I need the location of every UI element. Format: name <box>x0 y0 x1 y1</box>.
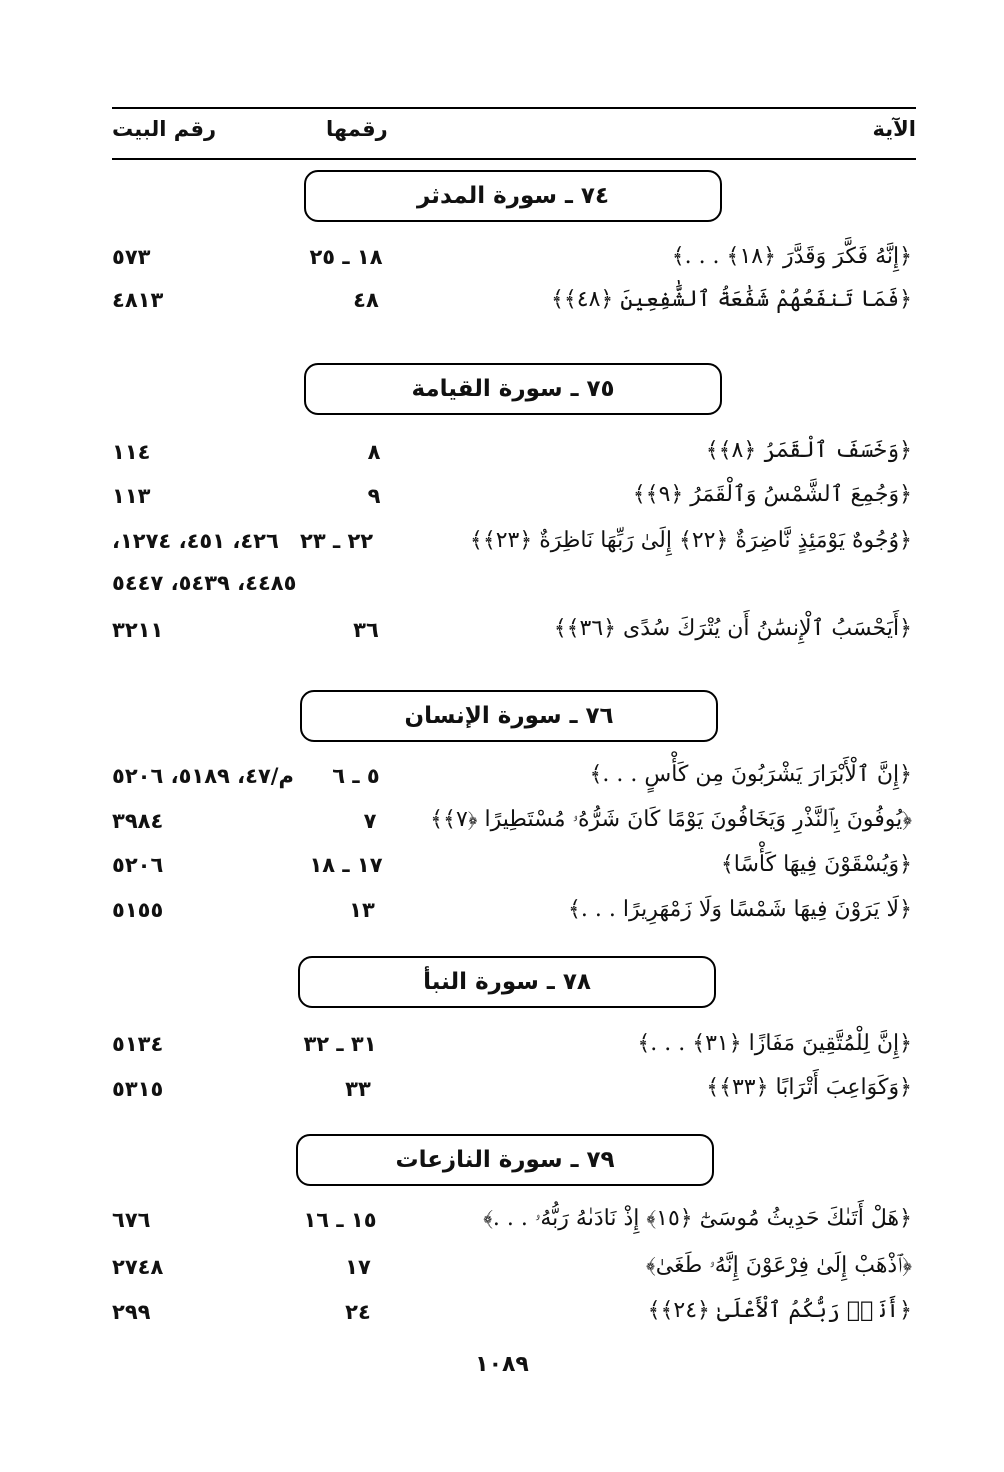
verse-text: ﴿وَكَوَاعِبَ أَتْرَابًا ﴿٣٣﴾﴾ <box>706 1075 912 1100</box>
column-header-bayt: رقم البيت <box>112 117 217 141</box>
verse-number: ٢٢ ـ ٢٣ <box>300 529 374 553</box>
verse-text: ﴿وَخَسَفَ ٱلْقَمَرُ ﴿٨﴾﴾ <box>705 438 912 463</box>
verse-text: ﴿وُجُوهٌ يَوْمَئِذٍ نَّاضِرَةٌ ﴿٢٢﴾ إِلَىٰ رَبِّهَا نَاظِرَةٌ ﴿٢٣﴾﴾ <box>469 528 912 553</box>
sura-heading: ٧٨ ـ سورة النبأ <box>298 956 716 1008</box>
header-rule-bottom <box>112 158 916 160</box>
verse-text: ﴿إِنَّهُ فَكَّرَ وَقَدَّرَ ﴿١٨﴾ . . .﴾ <box>671 244 912 269</box>
column-header-verse: الآية <box>872 117 916 141</box>
verse-number: ١٥ ـ ١٦ <box>303 1208 377 1232</box>
verse-text: ﴿إِنَّ ٱلْأَبْرَارَ يَشْرَبُونَ مِن كَأْسٍ . . .﴾ <box>589 762 912 787</box>
verse-text: ﴿إِنَّ لِلْمُتَّقِينَ مَفَازًا ﴿٣١﴾ . . .﴾ <box>637 1031 912 1056</box>
sura-heading: ٧٦ ـ سورة الإنسان <box>300 690 718 742</box>
verse-number: ٣١ ـ ٣٢ <box>303 1032 377 1056</box>
bayt-number: ٥٣١٥ <box>112 1077 164 1101</box>
bayt-number: ٥٧٣ <box>112 245 151 269</box>
verse-number: ١٧ ـ ١٨ <box>309 853 383 877</box>
verse-number: ٢٤ <box>345 1300 371 1324</box>
bayt-number: ١١٤ <box>112 440 151 464</box>
verse-text: ﴿ٱذْهَبْ إِلَىٰ فِرْعَوْنَ إِنَّهُۥ طَغَىٰ﴾ <box>646 1253 912 1278</box>
verse-text: ﴿وَيُسْقَوْنَ فِيهَا كَأْسًا﴾ <box>720 852 912 877</box>
bayt-number-continued: ٤٤٨٥، ٥٤٣٩، ٥٤٤٧ <box>112 571 297 595</box>
verse-number: ٩ <box>367 484 381 508</box>
bayt-number: ٥١٣٤ <box>112 1032 164 1056</box>
verse-text: ﴿فَمَا تَنفَعُهُمْ شَفَٰعَةُ ٱلشَّٰفِعِينَ ﴿٤٨﴾﴾ <box>551 287 912 312</box>
bayt-number: ٢٧٤٨ <box>112 1255 164 1279</box>
verse-number: ٨ <box>367 440 381 464</box>
bayt-number: ٣٩٨٤ <box>112 809 164 833</box>
sura-heading: ٧٩ ـ سورة النازعات <box>296 1134 714 1186</box>
bayt-number: ٣٢١١ <box>112 618 164 642</box>
bayt-number: ٥١٥٥ <box>112 898 164 922</box>
verse-number: ٣٦ <box>353 618 379 642</box>
verse-text: ﴿وَجُمِعَ ٱلشَّمْسُ وَٱلْقَمَرُ ﴿٩﴾﴾ <box>632 482 912 507</box>
bayt-number: م/٤٧، ٥١٨٩، ٥٢٠٦ <box>112 764 294 788</box>
verse-number: ١٣ <box>349 898 375 922</box>
bayt-number: ٦٧٦ <box>112 1208 151 1232</box>
verse-text: ﴿هَلْ أَتَىٰكَ حَدِيثُ مُوسَىٰٓ ﴿١٥﴾ إِذْ نَادَىٰهُ رَبُّهُۥ . . .﴾ <box>483 1206 912 1231</box>
header-rule-top <box>112 107 916 109</box>
sura-heading: ٧٤ ـ سورة المدثر <box>304 170 722 222</box>
verse-number: ٤٨ <box>353 288 379 312</box>
verse-text: ﴿لَا يَرَوْنَ فِيهَا شَمْسًا وَلَا زَمْهَرِيرًا . . .﴾ <box>567 897 912 922</box>
verse-text: ﴿يُوفُونَ بِٱلنَّذْرِ وَيَخَافُونَ يَوْمًا كَانَ شَرُّهُۥ مُسْتَطِيرًا ﴿٧﴾﴾ <box>430 807 912 832</box>
bayt-number: ٤٢٦، ٤٥١، ١٢٧٤، <box>112 529 279 553</box>
sura-heading: ٧٥ ـ سورة القيامة <box>304 363 722 415</box>
verse-text: ﴿أَيَحْسَبُ ٱلْإِنسَٰنُ أَن يُتْرَكَ سُدًى ﴿٣٦﴾﴾ <box>553 616 912 641</box>
column-header-number: رقمها <box>326 117 388 141</box>
verse-number: ٧ <box>363 809 377 833</box>
verse-number: ١٧ <box>345 1255 371 1279</box>
bayt-number: ٢٩٩ <box>112 1300 151 1324</box>
verse-number: ٣٣ <box>345 1077 371 1101</box>
verse-number: ١٨ ـ ٢٥ <box>309 245 383 269</box>
bayt-number: ١١٣ <box>112 484 151 508</box>
verse-text: ﴿أَنَا۠ رَبُّكُمُ ٱلْأَعْلَىٰ ﴿٢٤﴾﴾ <box>647 1298 912 1323</box>
verse-number: ٥ ـ ٦ <box>332 764 380 788</box>
bayt-number: ٤٨١٣ <box>112 288 164 312</box>
page-number: ١٠٨٩ <box>475 1352 529 1377</box>
bayt-number: ٥٢٠٦ <box>112 853 164 877</box>
